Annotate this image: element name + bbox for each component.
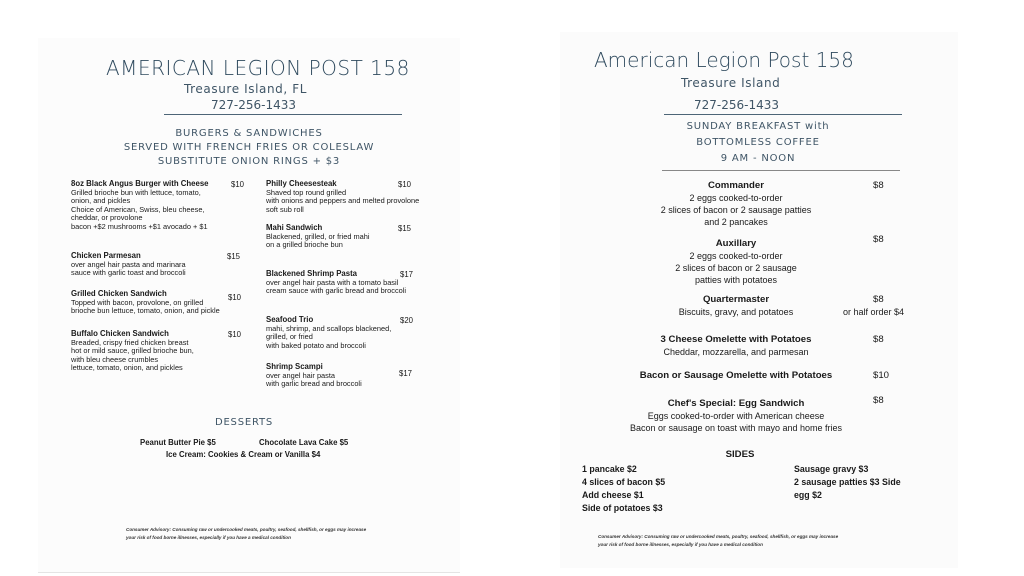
- item-name: Chef's Special: Egg Sandwich: [667, 398, 805, 409]
- menu-item: [71, 330, 194, 373]
- lunch-phone: 727-256-1433: [211, 98, 297, 112]
- item-name: Quartermaster: [702, 294, 770, 305]
- item-name: Buffalo Chicken Sandwich: [71, 329, 169, 338]
- item-desc: with baked potato and broccoli: [266, 340, 366, 350]
- side-item: Sausage gravy $3: [794, 464, 869, 474]
- item-name: 3 Cheese Omelette with Potatoes: [660, 334, 812, 345]
- item-name: 8oz Black Angus Burger with Cheese: [71, 179, 209, 188]
- item-price: $10: [228, 330, 242, 339]
- item-price: $8: [873, 234, 884, 245]
- breakfast-menu-page: [560, 32, 958, 568]
- section-heading-2: SERVED WITH FRENCH FRIES OR COLESLAW: [123, 142, 375, 153]
- item-price: $8: [873, 395, 884, 406]
- item-name: Shrimp Scampi: [266, 362, 323, 371]
- item-desc: patties with potatoes: [694, 275, 778, 285]
- desserts-heading: DESSERTS: [214, 417, 274, 428]
- lunch-title: AMERICAN LEGION POST 158: [106, 56, 410, 80]
- breakfast-divider: [664, 114, 902, 115]
- item-desc: sauce with garlic toast and broccoli: [71, 268, 186, 278]
- side-item: 4 slices of bacon $5: [582, 477, 666, 487]
- item-price: $10: [231, 180, 245, 189]
- item-desc: cream sauce with garlic bread and broccoli: [266, 286, 407, 296]
- advisory-line: Consumer Advisory: Consuming raw or undercooked meats, poultry, seafood, shellfish, or eggs may increase: [598, 534, 839, 539]
- item-price: $8: [873, 180, 884, 191]
- item-desc: Cheddar, mozzarella, and parmesan: [663, 347, 809, 357]
- section-heading-3: SUBSTITUTE ONION RINGS + $3: [157, 156, 341, 167]
- menu-item: [266, 270, 406, 296]
- dessert-item: Chocolate Lava Cake $5: [259, 438, 349, 447]
- item-desc: and 2 pancakes: [704, 217, 768, 227]
- item-desc: Breaded, crispy fried chicken breast: [71, 337, 189, 347]
- item-desc: grilled, or fried: [266, 332, 313, 342]
- item-name: Bacon or Sausage Omelette with Potatoes: [639, 370, 833, 381]
- item-price: $10: [873, 370, 890, 381]
- item-desc: 2 eggs cooked-to-order: [689, 193, 783, 203]
- item-price: $10: [228, 293, 242, 302]
- item-price: $15: [398, 224, 412, 233]
- item-price: $10: [398, 180, 412, 189]
- menu-item: [71, 180, 209, 232]
- menu-item: [266, 363, 362, 389]
- item-name: Auxillary: [715, 238, 757, 249]
- section-heading-1: BURGERS & SANDWICHES: [175, 128, 323, 139]
- item-desc: 2 eggs cooked-to-order: [689, 251, 783, 261]
- side-item: 1 pancake $2: [582, 464, 637, 474]
- dessert-item: Ice Cream: Cookies & Cream or Vanilla $4: [166, 450, 321, 459]
- item-desc: with bleu cheese crumbles: [71, 354, 159, 364]
- item-name: Grilled Chicken Sandwich: [71, 289, 167, 298]
- item-desc: Biscuits, gravy, and potatoes: [678, 307, 794, 317]
- breakfast-heading-2: BOTTOMLESS COFFEE: [696, 137, 820, 148]
- breakfast-heading-1: SUNDAY BREAKFAST with: [686, 121, 830, 132]
- side-item: Side of potatoes $3: [582, 503, 663, 513]
- sides-list-right: [794, 463, 901, 502]
- item-desc: cheddar, or provolone: [71, 213, 143, 223]
- breakfast-phone: 727-256-1433: [694, 98, 780, 112]
- menu-item: [71, 290, 220, 316]
- item-price: $8: [873, 334, 884, 345]
- breakfast-title: American Legion Post 158: [594, 48, 854, 72]
- menu-item: [584, 238, 888, 286]
- side-item: 2 sausage patties $3 Side: [794, 477, 901, 487]
- item-desc: Blackened, grilled, or fried mahi: [266, 231, 370, 241]
- item-desc: over angel hair pasta with a tomato basil: [266, 277, 399, 287]
- sides-heading: SIDES: [725, 449, 755, 460]
- consumer-advisory: [598, 533, 838, 549]
- lunch-location: Treasure Island, FL: [184, 82, 308, 96]
- item-desc: brioche bun lettuce, tomato, onion, and pickle: [71, 306, 220, 316]
- item-price: $17: [400, 270, 414, 279]
- item-desc: mahi, shrimp, and scallops blackened,: [266, 323, 392, 333]
- item-desc: with garlic bread and broccoli: [266, 379, 362, 389]
- dessert-item: Peanut Butter Pie $5: [140, 438, 216, 447]
- menu-item: [266, 316, 391, 350]
- item-desc: 2 slices of bacon or 2 sausage: [675, 263, 797, 273]
- breakfast-divider-2: [662, 170, 900, 171]
- side-item: Add cheese $1: [582, 490, 644, 500]
- item-desc: on a grilled brioche bun: [266, 240, 343, 250]
- item-desc: bacon +$2 mushrooms +$1 avocado + $1: [71, 221, 208, 231]
- menu-item: [71, 252, 186, 278]
- item-desc: Eggs cooked-to-order with American cheese: [647, 411, 825, 421]
- item-price: $17: [399, 369, 413, 378]
- item-name: Philly Cheesesteak: [266, 179, 337, 188]
- item-price: $15: [227, 252, 241, 261]
- item-name: Seafood Trio: [266, 315, 314, 324]
- advisory-line: your risk of food borne illnesses, especially if you have a medical condition: [598, 542, 763, 547]
- item-desc: Topped with bacon, provolone, on grilled: [71, 297, 204, 307]
- item-name: Blackened Shrimp Pasta: [266, 269, 358, 278]
- item-price: $8: [873, 294, 884, 305]
- item-price-half: or half order $4: [843, 307, 905, 317]
- item-desc: Bacon or sausage on toast with mayo and home fries: [629, 423, 843, 433]
- item-desc: over angel hair pasta: [266, 370, 336, 380]
- consumer-advisory: [126, 526, 366, 542]
- item-name: Commander: [708, 180, 764, 191]
- advisory-line: Consumer Advisory: Consuming raw or undercooked meats, poultry, seafood, shellfish, or eggs may increase: [126, 527, 367, 532]
- item-desc: over angel hair pasta and marinara: [71, 259, 186, 269]
- lunch-divider: [164, 114, 402, 115]
- side-item: egg $2: [794, 490, 822, 500]
- breakfast-heading-3: 9 AM - NOON: [720, 153, 796, 164]
- advisory-line: your risk of food borne illnesses, especially if you have a medical condition: [126, 535, 291, 540]
- item-desc: with onions and peppers and melted provolone: [266, 196, 420, 206]
- item-price: $20: [400, 316, 414, 325]
- menu-item: [266, 180, 419, 214]
- item-name: Mahi Sandwich: [266, 223, 323, 232]
- menu-item: [584, 398, 888, 434]
- item-desc: lettuce, tomato, onion, and pickles: [71, 363, 183, 373]
- item-name: Chicken Parmesan: [71, 251, 141, 260]
- menu-item: [584, 180, 888, 228]
- menu-item: [266, 224, 370, 250]
- item-desc: Grilled brioche bun with lettuce, tomato,: [71, 187, 201, 197]
- item-desc: Choice of American, Swiss, bleu cheese,: [71, 204, 205, 214]
- lunch-menu-page: [38, 38, 460, 573]
- menu-item: [584, 370, 888, 382]
- breakfast-location: Treasure Island: [681, 76, 781, 90]
- sides-list-left: [582, 463, 665, 515]
- item-desc: soft sub roll: [266, 204, 304, 214]
- item-desc: hot or mild sauce, grilled brioche bun,: [71, 346, 194, 356]
- item-desc: 2 slices of bacon or 2 sausage patties: [660, 205, 812, 215]
- item-desc: Shaved top round grilled: [266, 187, 347, 197]
- menu-item: [584, 334, 888, 358]
- item-desc: onion, and pickles: [71, 196, 131, 206]
